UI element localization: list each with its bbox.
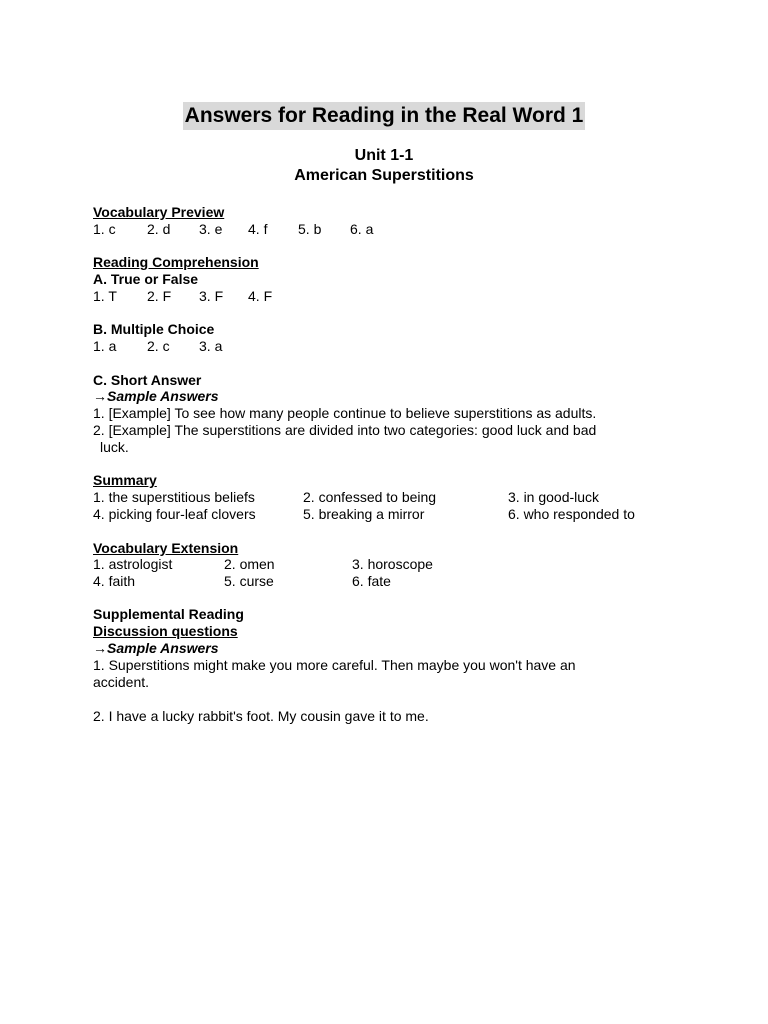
- short-answer-2: 2. [Example] The superstitions are divided into two categories: good luck and bad: [93, 422, 597, 438]
- short-answer-2-continued: luck.: [100, 439, 129, 455]
- answer: 4. f: [248, 221, 268, 237]
- vocab-cell: 1. astrologist: [93, 556, 173, 572]
- sample-answers-text: Sample Answers: [107, 640, 219, 656]
- vocab-extension-row: [93, 573, 693, 590]
- summary-row: [93, 489, 693, 506]
- answer: 3. F: [199, 288, 224, 304]
- multiple-choice-heading: B. Multiple Choice: [93, 321, 215, 337]
- summary-cell: 5. breaking a mirror: [303, 506, 425, 522]
- answer: 5. b: [298, 221, 322, 237]
- supplemental-heading: Supplemental Reading: [93, 606, 244, 622]
- short-answer-heading: C. Short Answer: [93, 372, 202, 388]
- unit-number: Unit 1-1: [354, 147, 414, 164]
- vocab-cell: 5. curse: [224, 573, 274, 589]
- discussion-heading: Discussion questions: [93, 623, 238, 639]
- vocab-preview-answers: [93, 221, 693, 238]
- vocab-extension-row: [93, 556, 693, 573]
- sample-answers-label: [93, 640, 219, 657]
- true-false-heading: A. True or False: [93, 271, 199, 287]
- discussion-answer-1-continued: accident.: [93, 674, 150, 690]
- summary-cell: 4. picking four-leaf clovers: [93, 506, 256, 522]
- summary-cell: 2. confessed to being: [303, 489, 437, 505]
- vocab-cell: 3. horoscope: [352, 556, 433, 572]
- reading-comprehension-heading: Reading Comprehension: [93, 254, 259, 270]
- arrow-icon: →: [93, 640, 107, 656]
- sample-answers-label: [93, 388, 219, 405]
- summary-cell: 6. who responded to: [508, 506, 635, 522]
- summary-row: [93, 506, 693, 523]
- answer: 1. c: [93, 221, 116, 237]
- answer: 2. c: [147, 338, 170, 354]
- answer: 1. T: [93, 288, 117, 304]
- discussion-answer-1: 1. Superstitions might make you more careful. Then maybe you won't have an: [93, 657, 576, 673]
- title-wrap: [0, 102, 768, 130]
- answer: 6. a: [350, 221, 374, 237]
- answer: 3. a: [199, 338, 223, 354]
- summary-cell: 1. the superstitious beliefs: [93, 489, 255, 505]
- vocab-extension-heading: Vocabulary Extension: [93, 540, 239, 556]
- page-title: Answers for Reading in the Real Word 1: [183, 102, 586, 130]
- true-false-answers: [93, 288, 693, 305]
- answer: 2. d: [147, 221, 171, 237]
- vocab-cell: 2. omen: [224, 556, 275, 572]
- vocab-preview-heading: Vocabulary Preview: [93, 204, 225, 220]
- answer: 4. F: [248, 288, 273, 304]
- arrow-icon: →: [93, 388, 107, 404]
- short-answer-1: 1. [Example] To see how many people continue to believe superstitions as adults.: [93, 405, 597, 421]
- answer: 1. a: [93, 338, 117, 354]
- sample-answers-text: Sample Answers: [107, 388, 219, 404]
- discussion-answer-2: 2. I have a lucky rabbit's foot. My cousin gave it to me.: [93, 708, 429, 724]
- vocab-cell: 6. fate: [352, 573, 391, 589]
- multiple-choice-answers: [93, 338, 693, 355]
- summary-cell: 3. in good-luck: [508, 489, 600, 505]
- answer: 3. e: [199, 221, 223, 237]
- unit-title: American Superstitions: [294, 167, 474, 184]
- vocab-cell: 4. faith: [93, 573, 136, 589]
- summary-heading: Summary: [93, 472, 157, 488]
- answer: 2. F: [147, 288, 172, 304]
